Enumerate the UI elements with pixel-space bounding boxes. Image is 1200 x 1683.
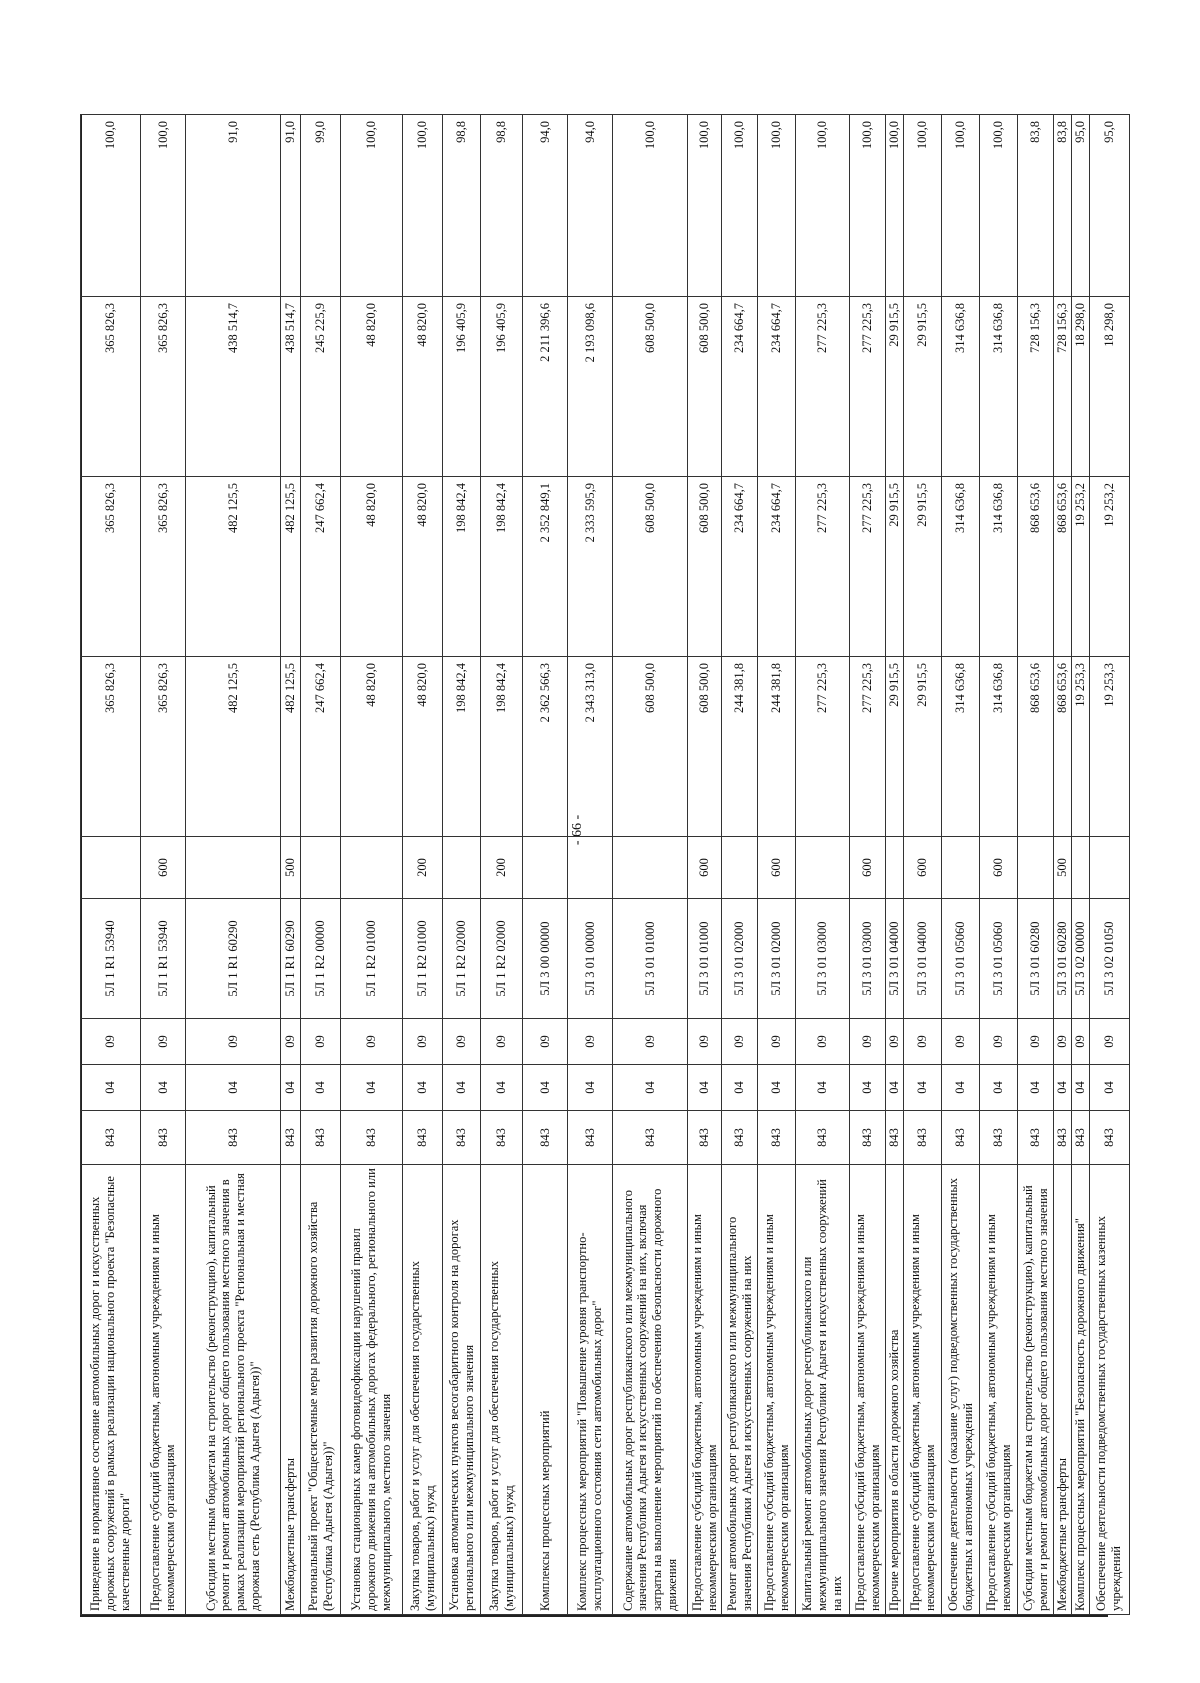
grbs-code-cell: 843 (904, 1111, 942, 1165)
grbs-code-cell: 843 (186, 1111, 281, 1165)
section-code-cell: 04 (403, 1065, 443, 1111)
expense-type-code-cell (341, 837, 403, 899)
refined-amount-cell: 365 826,3 (81, 477, 141, 657)
executed-amount-cell: 365 826,3 (81, 297, 141, 477)
refined-amount-cell: 247 662,4 (301, 477, 341, 657)
table-row (301, 115, 341, 1615)
section-code-cell: 04 (980, 1065, 1018, 1111)
expense-type-code-cell: 600 (980, 837, 1018, 899)
table-row (443, 115, 481, 1615)
approved-amount-cell: 365 826,3 (141, 657, 186, 837)
executed-amount-cell: 245 225,9 (301, 297, 341, 477)
target-article-code-cell: 5Л 3 01 02000 (758, 899, 796, 1019)
grbs-code-cell: 843 (301, 1111, 341, 1165)
subsection-code-cell: 09 (722, 1019, 758, 1065)
execution-percent-cell: 100,0 (980, 115, 1018, 297)
approved-amount-cell: 198 842,4 (481, 657, 523, 837)
section-code-cell: 04 (688, 1065, 722, 1111)
execution-percent-cell: 100,0 (850, 115, 886, 297)
section-code-cell: 04 (568, 1065, 613, 1111)
table-row (523, 115, 568, 1615)
row-name-cell: Установка стационарных камер фотовидеофиксации нарушений правил дорожного движения на автомобильных дорогах федерального, регионального или межмуниципального, местного значения (341, 1165, 403, 1615)
grbs-code-cell: 843 (942, 1111, 980, 1165)
row-name-cell: Субсидии местным бюджетам на строительство (реконструкцию), капитальный ремонт и ремонт автомобильных дорог общего пользования местного значения в рамках реализации мероприятий регионального проекта "Региональная и местная дорожная сеть (Республика Адыгея (Адыгея))" (186, 1165, 281, 1615)
table-row (688, 115, 722, 1615)
expense-type-code-cell (443, 837, 481, 899)
execution-percent-cell: 100,0 (403, 115, 443, 297)
refined-amount-cell: 482 125,5 (186, 477, 281, 657)
execution-percent-cell: 98,8 (481, 115, 523, 297)
row-name-cell: Предоставление субсидий бюджетным, автономным учреждениям и иным некоммерческим организациям (980, 1165, 1018, 1615)
target-article-code-cell: 5Л 3 00 00000 (523, 899, 568, 1019)
table-row (1071, 115, 1089, 1615)
grbs-code-cell: 843 (688, 1111, 722, 1165)
subsection-code-cell: 09 (1071, 1019, 1089, 1065)
row-name-cell: Обеспечение деятельности (оказание услуг) подведомственных государственных бюджетных и автономных учреждений (942, 1165, 980, 1615)
subsection-code-cell: 09 (523, 1019, 568, 1065)
subsection-code-cell: 09 (688, 1019, 722, 1065)
refined-amount-cell: 19 253,2 (1089, 477, 1129, 657)
row-name-cell: Субсидии местным бюджетам на строительство (реконструкцию), капитальный ремонт и ремонт автомобильных дорог общего пользования местного значения (1018, 1165, 1054, 1615)
approved-amount-cell: 2 362 566,3 (523, 657, 568, 837)
section-code-cell: 04 (481, 1065, 523, 1111)
executed-amount-cell: 48 820,0 (341, 297, 403, 477)
executed-amount-cell: 277 225,3 (850, 297, 886, 477)
execution-percent-cell: 100,0 (341, 115, 403, 297)
row-name-cell: Установка автоматических пунктов весогабаритного контроля на дорогах регионального или межмуниципального значения (443, 1165, 481, 1615)
execution-percent-cell: 94,0 (523, 115, 568, 297)
refined-amount-cell: 234 664,7 (722, 477, 758, 657)
target-article-code-cell: 5Л 1 R2 01000 (403, 899, 443, 1019)
section-code-cell: 04 (886, 1065, 904, 1111)
executed-amount-cell: 608 500,0 (613, 297, 688, 477)
section-code-cell: 04 (141, 1065, 186, 1111)
table-row (942, 115, 980, 1615)
expense-type-code-cell (796, 837, 850, 899)
row-name-cell: Содержание автомобильных дорог республиканского или межмуниципального значения Республики Адыгея и искусственных сооружений на них, включая затраты на выполнение мероприятий по обеспечению безопасности дорожного движения (613, 1165, 688, 1615)
expense-type-code-cell: 500 (281, 837, 301, 899)
grbs-code-cell: 843 (81, 1111, 141, 1165)
subsection-code-cell: 09 (850, 1019, 886, 1065)
refined-amount-cell: 198 842,4 (443, 477, 481, 657)
expense-type-code-cell (523, 837, 568, 899)
grbs-code-cell: 843 (1089, 1111, 1129, 1165)
approved-amount-cell: 247 662,4 (301, 657, 341, 837)
expense-type-code-cell (613, 837, 688, 899)
executed-amount-cell: 234 664,7 (722, 297, 758, 477)
table-row (1089, 115, 1129, 1615)
expense-type-code-cell: 600 (904, 837, 942, 899)
expense-type-code-cell (1018, 837, 1054, 899)
section-code-cell: 04 (613, 1065, 688, 1111)
row-name-cell: Капитальный ремонт автомобильных дорог республиканского или межмуниципального значения Республики Адыгея и искусственных сооружений на них (796, 1165, 850, 1615)
approved-amount-cell: 277 225,3 (850, 657, 886, 837)
target-article-code-cell: 5Л 1 R2 00000 (301, 899, 341, 1019)
approved-amount-cell: 2 343 313,0 (568, 657, 613, 837)
approved-amount-cell: 244 381,8 (758, 657, 796, 837)
executed-amount-cell: 314 636,8 (980, 297, 1018, 477)
table-row (850, 115, 886, 1615)
execution-percent-cell: 94,0 (568, 115, 613, 297)
execution-percent-cell: 98,8 (443, 115, 481, 297)
budget-table-body (81, 115, 1130, 1615)
target-article-code-cell: 5Л 3 01 03000 (796, 899, 850, 1019)
expense-type-code-cell (186, 837, 281, 899)
grbs-code-cell: 843 (403, 1111, 443, 1165)
target-article-code-cell: 5Л 3 01 60280 (1054, 899, 1072, 1019)
target-article-code-cell: 5Л 1 R1 53940 (141, 899, 186, 1019)
section-code-cell: 04 (1054, 1065, 1072, 1111)
executed-amount-cell: 365 826,3 (141, 297, 186, 477)
row-name-cell: Закупка товаров, работ и услуг для обеспечения государственных (муниципальных) нужд (403, 1165, 443, 1615)
approved-amount-cell: 482 125,5 (186, 657, 281, 837)
execution-percent-cell: 100,0 (688, 115, 722, 297)
expense-type-code-cell (942, 837, 980, 899)
section-code-cell: 04 (796, 1065, 850, 1111)
row-name-cell: Предоставление субсидий бюджетным, автономным учреждениям и иным некоммерческим организациям (850, 1165, 886, 1615)
refined-amount-cell: 608 500,0 (613, 477, 688, 657)
approved-amount-cell: 482 125,5 (281, 657, 301, 837)
table-row (1054, 115, 1072, 1615)
table-row (281, 115, 301, 1615)
subsection-code-cell: 09 (568, 1019, 613, 1065)
row-name-cell: Предоставление субсидий бюджетным, автономным учреждениям и иным некоммерческим организациям (141, 1165, 186, 1615)
executed-amount-cell: 48 820,0 (403, 297, 443, 477)
grbs-code-cell: 843 (568, 1111, 613, 1165)
refined-amount-cell: 234 664,7 (758, 477, 796, 657)
table-row (613, 115, 688, 1615)
executed-amount-cell: 728 156,3 (1054, 297, 1072, 477)
row-name-cell: Межбюджетные трансферты (281, 1165, 301, 1615)
approved-amount-cell: 277 225,3 (796, 657, 850, 837)
executed-amount-cell: 18 298,0 (1089, 297, 1129, 477)
row-name-cell: Прочие мероприятия в области дорожного хозяйства (886, 1165, 904, 1615)
executed-amount-cell: 2 193 098,6 (568, 297, 613, 477)
execution-percent-cell: 95,0 (1071, 115, 1089, 297)
refined-amount-cell: 2 352 849,1 (523, 477, 568, 657)
target-article-code-cell: 5Л 1 R1 53940 (81, 899, 141, 1019)
execution-percent-cell: 100,0 (886, 115, 904, 297)
target-article-code-cell: 5Л 1 R2 01000 (341, 899, 403, 1019)
refined-amount-cell: 314 636,8 (942, 477, 980, 657)
row-name-cell: Закупка товаров, работ и услуг для обеспечения государственных (муниципальных) нужд (481, 1165, 523, 1615)
section-code-cell: 04 (1071, 1065, 1089, 1111)
approved-amount-cell: 19 253,3 (1071, 657, 1089, 837)
approved-amount-cell: 314 636,8 (980, 657, 1018, 837)
table-row (980, 115, 1018, 1615)
expense-type-code-cell: 200 (481, 837, 523, 899)
target-article-code-cell: 5Л 1 R1 60290 (281, 899, 301, 1019)
execution-percent-cell: 83,8 (1018, 115, 1054, 297)
grbs-code-cell: 843 (796, 1111, 850, 1165)
budget-table (80, 114, 1130, 1615)
executed-amount-cell: 277 225,3 (796, 297, 850, 477)
section-code-cell: 04 (81, 1065, 141, 1111)
subsection-code-cell: 09 (281, 1019, 301, 1065)
refined-amount-cell: 365 826,3 (141, 477, 186, 657)
target-article-code-cell: 5Л 3 01 60280 (1018, 899, 1054, 1019)
grbs-code-cell: 843 (481, 1111, 523, 1165)
approved-amount-cell: 19 253,3 (1089, 657, 1129, 837)
section-code-cell: 04 (904, 1065, 942, 1111)
target-article-code-cell: 5Л 1 R2 02000 (481, 899, 523, 1019)
refined-amount-cell: 198 842,4 (481, 477, 523, 657)
target-article-code-cell: 5Л 3 01 01000 (613, 899, 688, 1019)
grbs-code-cell: 843 (722, 1111, 758, 1165)
row-name-cell: Комплекс процессных мероприятий "Повышение уровня транспортно-эксплуатационного состояния сети автомобильных дорог" (568, 1165, 613, 1615)
subsection-code-cell: 09 (403, 1019, 443, 1065)
refined-amount-cell: 608 500,0 (688, 477, 722, 657)
target-article-code-cell: 5Л 1 R1 60290 (186, 899, 281, 1019)
execution-percent-cell: 83,8 (1054, 115, 1072, 297)
rotated-table-container (80, 115, 1123, 1615)
grbs-code-cell: 843 (886, 1111, 904, 1165)
executed-amount-cell: 18 298,0 (1071, 297, 1089, 477)
target-article-code-cell: 5Л 3 02 00000 (1071, 899, 1089, 1019)
refined-amount-cell: 277 225,3 (850, 477, 886, 657)
subsection-code-cell: 09 (904, 1019, 942, 1065)
grbs-code-cell: 843 (758, 1111, 796, 1165)
executed-amount-cell: 29 915,5 (886, 297, 904, 477)
table-row (568, 115, 613, 1615)
target-article-code-cell: 5Л 1 R2 02000 (443, 899, 481, 1019)
expense-type-code-cell (568, 837, 613, 899)
expense-type-code-cell: 600 (141, 837, 186, 899)
grbs-code-cell: 843 (281, 1111, 301, 1165)
section-code-cell: 04 (942, 1065, 980, 1111)
executed-amount-cell: 196 405,9 (481, 297, 523, 477)
expense-type-code-cell (886, 837, 904, 899)
section-code-cell: 04 (1018, 1065, 1054, 1111)
row-name-cell: Предоставление субсидий бюджетным, автономным учреждениям и иным некоммерческим организациям (904, 1165, 942, 1615)
grbs-code-cell: 843 (850, 1111, 886, 1165)
target-article-code-cell: 5Л 3 01 01000 (688, 899, 722, 1019)
subsection-code-cell: 09 (942, 1019, 980, 1065)
subsection-code-cell: 09 (443, 1019, 481, 1065)
execution-percent-cell: 91,0 (186, 115, 281, 297)
section-code-cell: 04 (1089, 1065, 1129, 1111)
approved-amount-cell: 48 820,0 (341, 657, 403, 837)
target-article-code-cell: 5Л 3 01 02000 (722, 899, 758, 1019)
refined-amount-cell: 482 125,5 (281, 477, 301, 657)
refined-amount-cell: 2 333 595,9 (568, 477, 613, 657)
row-name-cell: Комплекс процессных мероприятий "Безопасность дорожного движения" (1071, 1165, 1089, 1615)
expense-type-code-cell: 600 (758, 837, 796, 899)
refined-amount-cell: 314 636,8 (980, 477, 1018, 657)
refined-amount-cell: 868 653,6 (1018, 477, 1054, 657)
target-article-code-cell: 5Л 3 01 05060 (942, 899, 980, 1019)
execution-percent-cell: 100,0 (722, 115, 758, 297)
grbs-code-cell: 843 (1071, 1111, 1089, 1165)
section-code-cell: 04 (850, 1065, 886, 1111)
execution-percent-cell: 100,0 (904, 115, 942, 297)
subsection-code-cell: 09 (796, 1019, 850, 1065)
expense-type-code-cell: 600 (850, 837, 886, 899)
page-number: - 66 - (570, 814, 586, 846)
execution-percent-cell: 99,0 (301, 115, 341, 297)
execution-percent-cell: 100,0 (758, 115, 796, 297)
section-code-cell: 04 (281, 1065, 301, 1111)
executed-amount-cell: 728 156,3 (1018, 297, 1054, 477)
expense-type-code-cell: 600 (688, 837, 722, 899)
table-row (904, 115, 942, 1615)
table-row (1018, 115, 1054, 1615)
grbs-code-cell: 843 (1018, 1111, 1054, 1165)
section-code-cell: 04 (443, 1065, 481, 1111)
target-article-code-cell: 5Л 3 01 04000 (904, 899, 942, 1019)
section-code-cell: 04 (523, 1065, 568, 1111)
table-row (722, 115, 758, 1615)
table-row (81, 115, 141, 1615)
subsection-code-cell: 09 (141, 1019, 186, 1065)
execution-percent-cell: 100,0 (141, 115, 186, 297)
execution-percent-cell: 100,0 (81, 115, 141, 297)
approved-amount-cell: 608 500,0 (613, 657, 688, 837)
table-row (796, 115, 850, 1615)
execution-percent-cell: 100,0 (796, 115, 850, 297)
refined-amount-cell: 19 253,2 (1071, 477, 1089, 657)
expense-type-code-cell (1089, 837, 1129, 899)
refined-amount-cell: 48 820,0 (341, 477, 403, 657)
expense-type-code-cell (1071, 837, 1089, 899)
target-article-code-cell: 5Л 3 01 05060 (980, 899, 1018, 1019)
executed-amount-cell: 234 664,7 (758, 297, 796, 477)
approved-amount-cell: 29 915,5 (904, 657, 942, 837)
table-row (141, 115, 186, 1615)
executed-amount-cell: 314 636,8 (942, 297, 980, 477)
section-code-cell: 04 (758, 1065, 796, 1111)
grbs-code-cell: 843 (980, 1111, 1018, 1165)
target-article-code-cell: 5Л 3 01 04000 (886, 899, 904, 1019)
executed-amount-cell: 438 514,7 (281, 297, 301, 477)
grbs-code-cell: 843 (613, 1111, 688, 1165)
section-code-cell: 04 (722, 1065, 758, 1111)
subsection-code-cell: 09 (886, 1019, 904, 1065)
grbs-code-cell: 843 (141, 1111, 186, 1165)
subsection-code-cell: 09 (1054, 1019, 1072, 1065)
execution-percent-cell: 100,0 (613, 115, 688, 297)
refined-amount-cell: 868 653,6 (1054, 477, 1072, 657)
row-name-cell: Комплексы процессных мероприятий (523, 1165, 568, 1615)
table-row (403, 115, 443, 1615)
table-row (186, 115, 281, 1615)
approved-amount-cell: 198 842,4 (443, 657, 481, 837)
refined-amount-cell: 29 915,5 (886, 477, 904, 657)
approved-amount-cell: 48 820,0 (403, 657, 443, 837)
refined-amount-cell: 29 915,5 (904, 477, 942, 657)
approved-amount-cell: 244 381,8 (722, 657, 758, 837)
subsection-code-cell: 09 (81, 1019, 141, 1065)
target-article-code-cell: 5Л 3 01 03000 (850, 899, 886, 1019)
approved-amount-cell: 868 653,6 (1018, 657, 1054, 837)
table-row (341, 115, 403, 1615)
row-name-cell: Ремонт автомобильных дорог республиканского или межмуниципального значения Республики Адыгея и искусственных сооружений на них (722, 1165, 758, 1615)
target-article-code-cell: 5Л 3 02 01050 (1089, 899, 1129, 1019)
expense-type-code-cell (81, 837, 141, 899)
approved-amount-cell: 29 915,5 (886, 657, 904, 837)
row-name-cell: Обеспечение деятельности подведомственных государственных казенных учреждений (1089, 1165, 1129, 1615)
subsection-code-cell: 09 (301, 1019, 341, 1065)
subsection-code-cell: 09 (613, 1019, 688, 1065)
executed-amount-cell: 2 211 396,6 (523, 297, 568, 477)
grbs-code-cell: 843 (523, 1111, 568, 1165)
section-code-cell: 04 (301, 1065, 341, 1111)
grbs-code-cell: 843 (1054, 1111, 1072, 1165)
execution-percent-cell: 95,0 (1089, 115, 1129, 297)
row-name-cell: Региональный проект "Общесистемные меры развития дорожного хозяйства (Республика Адыгея (Адыгея))" (301, 1165, 341, 1615)
executed-amount-cell: 608 500,0 (688, 297, 722, 477)
expense-type-code-cell: 500 (1054, 837, 1072, 899)
table-row (758, 115, 796, 1615)
subsection-code-cell: 09 (341, 1019, 403, 1065)
subsection-code-cell: 09 (980, 1019, 1018, 1065)
subsection-code-cell: 09 (1089, 1019, 1129, 1065)
refined-amount-cell: 48 820,0 (403, 477, 443, 657)
approved-amount-cell: 314 636,8 (942, 657, 980, 837)
execution-percent-cell: 100,0 (942, 115, 980, 297)
execution-percent-cell: 91,0 (281, 115, 301, 297)
row-name-cell: Предоставление субсидий бюджетным, автономным учреждениям и иным некоммерческим организациям (688, 1165, 722, 1615)
row-name-cell: Приведение в нормативное состояние автомобильных дорог и искусственных дорожных сооружений в рамках реализации национального проекта "Безопасные качественные дороги" (81, 1165, 141, 1615)
row-name-cell: Межбюджетные трансферты (1054, 1165, 1072, 1615)
subsection-code-cell: 09 (758, 1019, 796, 1065)
approved-amount-cell: 608 500,0 (688, 657, 722, 837)
section-code-cell: 04 (186, 1065, 281, 1111)
expense-type-code-cell: 200 (403, 837, 443, 899)
executed-amount-cell: 196 405,9 (443, 297, 481, 477)
row-name-cell: Предоставление субсидий бюджетным, автономным учреждениям и иным некоммерческим организациям (758, 1165, 796, 1615)
approved-amount-cell: 365 826,3 (81, 657, 141, 837)
subsection-code-cell: 09 (1018, 1019, 1054, 1065)
executed-amount-cell: 438 514,7 (186, 297, 281, 477)
approved-amount-cell: 868 653,6 (1054, 657, 1072, 837)
table-row (886, 115, 904, 1615)
expense-type-code-cell (722, 837, 758, 899)
refined-amount-cell: 277 225,3 (796, 477, 850, 657)
subsection-code-cell: 09 (186, 1019, 281, 1065)
executed-amount-cell: 29 915,5 (904, 297, 942, 477)
subsection-code-cell: 09 (481, 1019, 523, 1065)
expense-type-code-cell (301, 837, 341, 899)
target-article-code-cell: 5Л 3 01 00000 (568, 899, 613, 1019)
grbs-code-cell: 843 (443, 1111, 481, 1165)
table-row (481, 115, 523, 1615)
section-code-cell: 04 (341, 1065, 403, 1111)
grbs-code-cell: 843 (341, 1111, 403, 1165)
